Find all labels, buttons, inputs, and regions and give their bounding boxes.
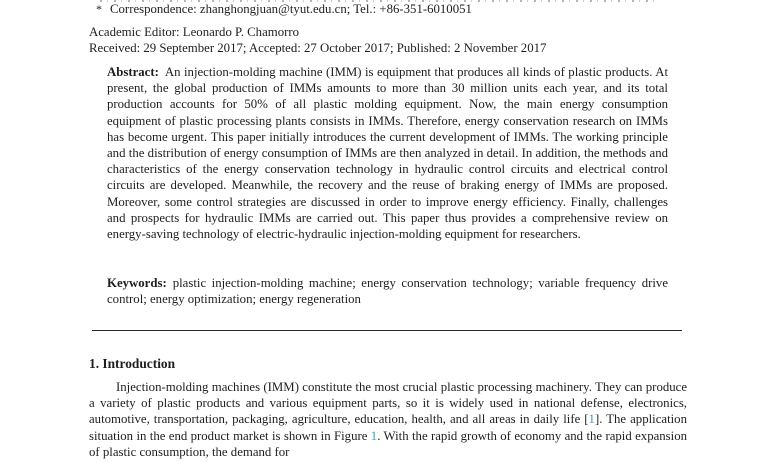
correspondence-text: Correspondence: zhanghongjuan@tyut.edu.cn; Tel.: +86-351-6010051: [110, 2, 472, 16]
intro-text-part-2: ]. The application situation in the end product market is shown in Figure: [89, 412, 687, 443]
received-accepted-published-line: Received: 29 September 2017; Accepted: 27 October 2017; Published: 2 November 2017: [89, 41, 547, 55]
citation-1-link[interactable]: 1: [588, 412, 595, 427]
introduction-paragraph: [89, 379, 687, 460]
section-1-heading: 1. Introduction: [89, 356, 176, 371]
abstract-label: Abstract:: [107, 65, 159, 79]
intro-text-part-1: Injection-molding machines (IMM) constitute the most crucial plastic processing machinery. They can produce a variety of plastic products and various equipment parts, so it is widely used in national defense, electronics, automotive, transportation, packaging, agriculture, education, health, and all areas in daily life [: [89, 380, 687, 427]
correspondence-line: [96, 1, 676, 17]
figure-1-link[interactable]: 1: [370, 428, 378, 443]
keywords-text: plastic injection-molding machine; energy conservation technology; variable frequency drive control; energy optimization; energy regeneration: [107, 276, 668, 307]
footnote-asterisk-marker: *: [96, 2, 102, 16]
abstract-text: An injection-molding machine (IMM) is equipment that produces all kinds of plastic products. At present, the global production of IMMs amounts to more than 30 million units each year, and its total production accounts for 50% of all plastic molding equipment. Now, the main energy consumption equipment of plastic processing plants consists in IMMs. Therefore, energy conservation research on IMMs has become urgent. This paper initially introduces the current development of IMMs. The working principle and the distribution of energy consumption of IMMs are then analyzed in detail. In addition, the methods and characteristics of the energy conservation technology in hydraulic control circuits and electrical control circuits are developed. Meanwhile, the recovery and the reuse of braking energy of IMMs are proposed. Moreover, some control strategies are discussed in order to improve energy efficiency. Finally, challenges and prospects for hydraulic IMMs are carried out. This paper thus provides a comprehensive review on energy-saving technology of electric-hydraulic injection-molding equipment for researchers.: [107, 65, 668, 242]
keywords-label: Keywords:: [107, 276, 167, 290]
front-matter-divider: [92, 330, 682, 331]
keywords-paragraph: [107, 275, 668, 307]
intro-text-part-3: . With the rapid growth of economy and the rapid expansion of plastic consumption, the demand for: [89, 428, 687, 459]
abstract-paragraph: [107, 64, 668, 242]
academic-editor-line: Academic Editor: Leonardo P. Chamorro: [89, 25, 300, 39]
